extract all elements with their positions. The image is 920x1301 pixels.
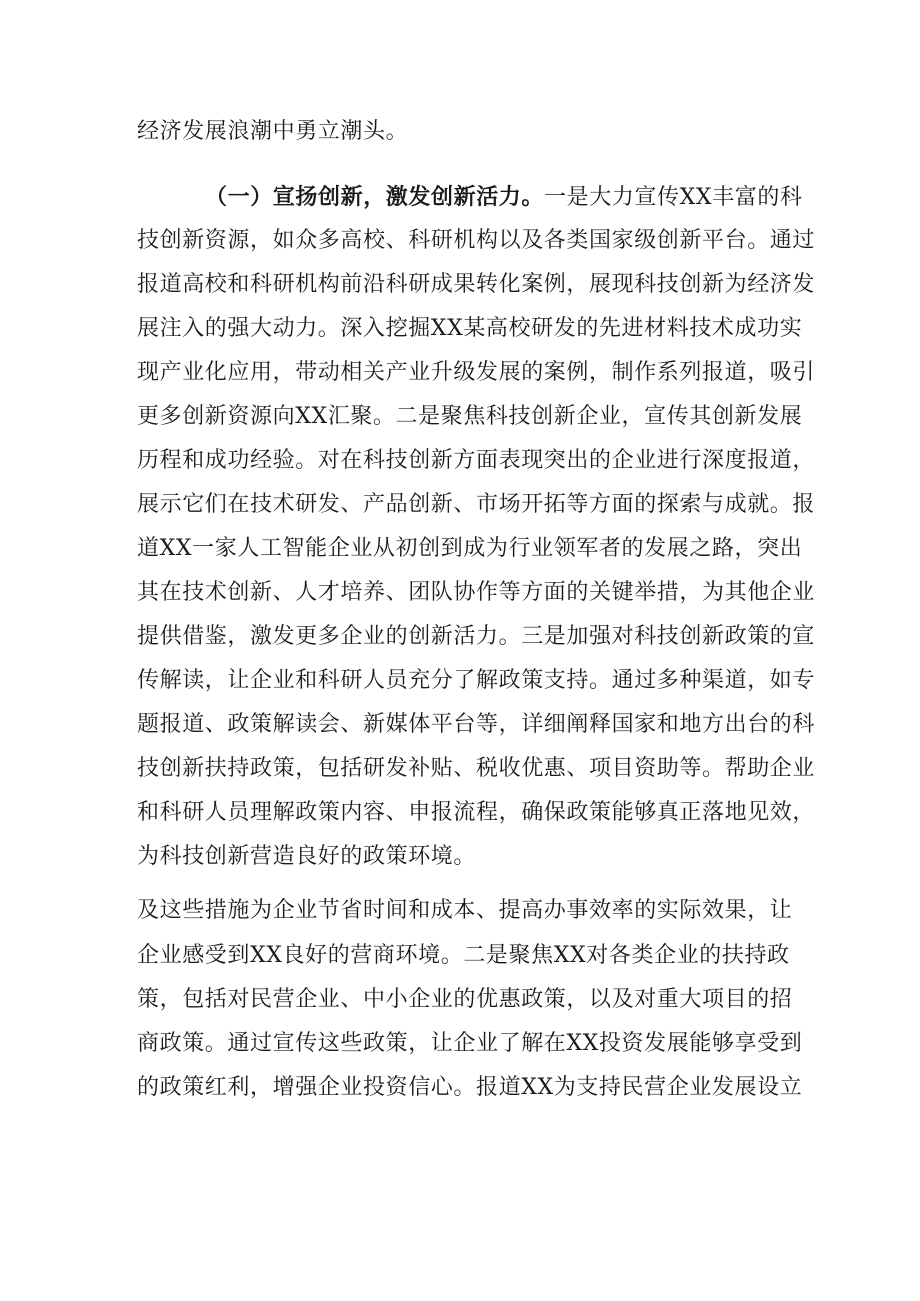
text-line-4: 报道高校和科研机构前沿科研成果转化案例，展现科技创新为经济发 <box>137 272 816 297</box>
text-line-1: 经济发展浪潮中勇立潮头。 <box>137 119 409 144</box>
text-line-17: 为科技创新营造良好的政策环境。 <box>137 844 477 869</box>
text-line-3: 技创新资源，如众多高校、科研机构以及各类国家级创新平台。通过 <box>137 228 816 253</box>
text-line-7: 更多创新资源向XX汇聚。二是聚焦科技创新企业，宣传其创新发展 <box>137 404 803 429</box>
text-line-9: 展示它们在技术研发、产品创新、市场开拓等方面的探索与成就。报 <box>137 492 816 517</box>
text-line-8: 历程和成功经验。对在科技创新方面表现突出的企业进行深度报道， <box>137 448 816 473</box>
text-line-13: 传解读，让企业和科研人员充分了解政策支持。通过多种渠道，如专 <box>137 668 816 693</box>
text-line-10: 道XX一家人工智能企业从初创到成为行业领军者的发展之路，突出 <box>137 536 803 561</box>
text-line-18: 及这些措施为企业节省时间和成本、提高办事效率的实际效果，让 <box>137 898 793 923</box>
text-line-6: 现产业化应用，带动相关产业升级发展的案例，制作系列报道，吸引 <box>137 360 816 385</box>
text-line-11: 其在技术创新、人才培养、团队协作等方面的关键举措，为其他企业 <box>137 580 816 605</box>
text-line-5: 展注入的强大动力。深入挖掘XX某高校研发的先进材料技术成功实 <box>137 316 803 341</box>
text-line-15: 技创新扶持政策，包括研发补贴、税收优惠、项目资助等。帮助企业 <box>137 756 816 781</box>
section-heading: （一）宣扬创新，激发创新活力。 <box>205 184 545 210</box>
section-heading-line <box>205 182 803 213</box>
text-line-14: 题报道、政策解读会、新媒体平台等，详细阐释国家和地方出台的科 <box>137 712 816 737</box>
text-line-22: 的政策红利，增强企业投资信心。报道XX为支持民营企业发展设立 <box>137 1075 803 1100</box>
text-line-19: 企业感受到XX良好的营商环境。二是聚焦XX对各类企业的扶持政 <box>137 943 790 968</box>
section-heading-continuation: 一是大力宣传XX丰富的科 <box>544 185 803 210</box>
text-line-20: 策，包括对民营企业、中小企业的优惠政策，以及对重大项目的招 <box>137 987 793 1012</box>
text-line-12: 提供借鉴，激发更多企业的创新活力。三是加强对科技创新政策的宣 <box>137 624 816 649</box>
text-line-21: 商政策。通过宣传这些政策，让企业了解在XX投资发展能够享受到 <box>137 1031 803 1056</box>
text-line-16: 和科研人员理解政策内容、申报流程，确保政策能够真正落地见效， <box>137 800 816 825</box>
